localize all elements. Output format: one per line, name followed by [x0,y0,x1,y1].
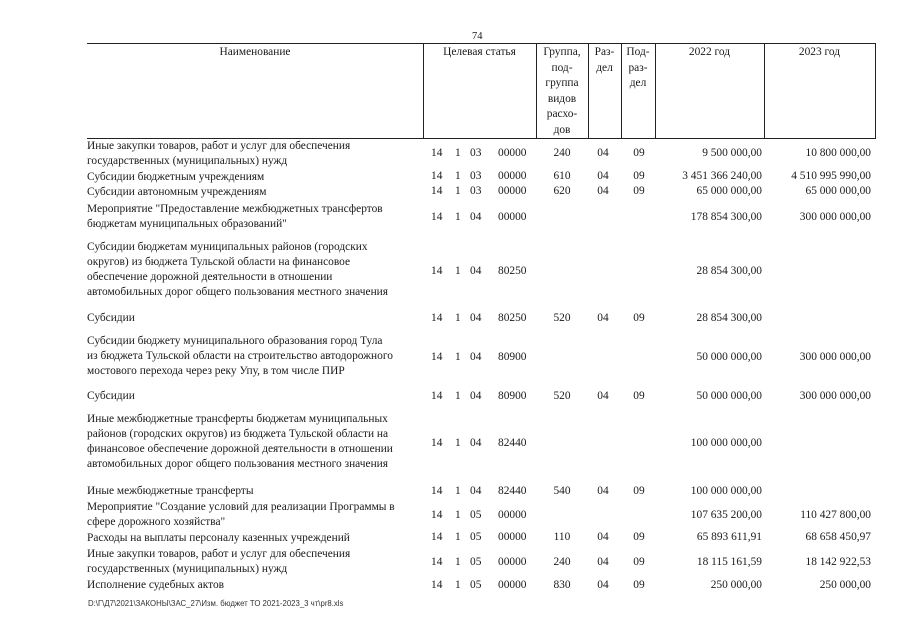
code-program: 14 [431,509,443,522]
row-name: Субсидии бюджетным учреждениям [87,171,265,183]
code-event: 04 [470,312,482,325]
subsection: 09 [633,185,645,198]
amount-2023: 68 658 450,97 [805,531,871,544]
expense-group: 520 [553,390,571,403]
section: 04 [597,579,609,592]
code-program: 14 [431,555,443,568]
code-program: 14 [431,437,443,450]
expense-group [540,412,584,476]
expense-group: 110 [553,531,571,544]
amount-2022: 18 115 161,59 [696,555,762,568]
code-direction: 00000 [498,185,527,198]
table-row [0,389,905,405]
code-event: 05 [470,579,482,592]
subsection: 09 [633,147,645,160]
expense-group: 830 [553,579,571,592]
amount-2022: 100 000 000,00 [690,485,762,498]
code-direction: 00000 [498,170,527,183]
table-row [0,311,905,327]
table-row [0,578,905,594]
header-target: Целевая статья [443,46,516,58]
code-event: 03 [470,170,482,183]
section: 04 [597,147,609,160]
code-program: 14 [431,185,443,198]
header-2022: 2022 год [688,46,731,58]
code-subprogram: 1 [455,170,461,183]
code-direction: 00000 [498,531,527,544]
code-subprogram: 1 [455,437,461,450]
section: 04 [597,390,609,403]
code-event: 04 [470,390,482,403]
amount-2023: 250 000,00 [819,579,871,592]
table-row [0,531,905,545]
code-program: 14 [431,312,443,325]
table-row [0,240,905,304]
subsection [623,240,655,304]
section [587,500,619,532]
row-name: Мероприятие "Предоставление межбюджетных трансфертов бюджетам муниципальных образований" [87,203,383,231]
code-event: 04 [470,210,482,223]
code-subprogram: 1 [455,485,461,498]
expense-group: 610 [553,170,571,183]
code-direction: 82440 [498,437,527,450]
amount-2022: 65 000 000,00 [696,185,762,198]
amount-2023: 18 142 922,53 [805,555,871,568]
amount-2022: 107 635 200,00 [690,509,762,522]
code-program: 14 [431,210,443,223]
section [587,202,619,233]
row-name: Иные межбюджетные трансферты [87,485,254,497]
code-subprogram: 1 [455,579,461,592]
code-program: 14 [431,147,443,160]
expense-group [540,240,584,304]
amount-2023 [765,311,871,327]
code-direction: 80250 [498,265,527,278]
table-row [0,185,905,199]
section: 04 [597,185,609,198]
table-row [0,547,905,578]
code-subprogram: 1 [455,351,461,364]
code-subprogram: 1 [455,210,461,223]
subsection: 09 [633,390,645,403]
code-subprogram: 1 [455,390,461,403]
amount-2022: 50 000 000,00 [696,351,762,364]
expense-group: 520 [553,312,571,325]
code-subprogram: 1 [455,265,461,278]
subsection: 09 [633,170,645,183]
code-direction: 00000 [498,579,527,592]
code-subprogram: 1 [455,147,461,160]
expense-group: 240 [553,147,571,160]
row-name: Исполнение судебных актов [87,579,225,591]
subsection: 09 [633,531,645,544]
section: 04 [597,555,609,568]
amount-2023: 300 000 000,00 [799,210,871,223]
amount-2022: 3 451 366 240,00 [682,170,762,183]
amount-2022: 28 854 300,00 [696,265,762,278]
amount-2023 [765,412,871,476]
header-name: Наименование [219,46,291,58]
code-event: 05 [470,531,482,544]
code-program: 14 [431,485,443,498]
amount-2023: 10 800 000,00 [805,147,871,160]
section: 04 [597,485,609,498]
table-row [0,202,905,233]
subsection: 09 [633,312,645,325]
row-name: Иные межбюджетные трансферты бюджетам муниципальных районов (городских округов) из бюджета Тульской области на финансовое обеспечение дорожной деятельности в отношении автомобильных дорог общего пользования местного значения [87,413,393,471]
code-direction: 00000 [498,210,527,223]
code-event: 04 [470,485,482,498]
row-name: Субсидии [87,312,135,324]
page-number: 74 [472,31,483,42]
header-section: Раз- дел [594,46,615,74]
amount-2022: 50 000 000,00 [696,390,762,403]
row-name: Мероприятие "Создание условий для реализации Программы в сфере дорожного хозяйства" [87,501,395,529]
amount-2022: 9 500 000,00 [702,147,762,160]
code-subprogram: 1 [455,509,461,522]
code-program: 14 [431,390,443,403]
code-program: 14 [431,579,443,592]
amount-2023: 300 000 000,00 [799,351,871,364]
amount-2022: 178 854 300,00 [690,210,762,223]
section: 04 [597,170,609,183]
section: 04 [597,312,609,325]
header-group: Группа, под- группа видов расхо- дов [543,46,581,136]
code-subprogram: 1 [455,531,461,544]
row-name: Субсидии бюджету муниципального образования город Тула из бюджета Тульской области на строительство автодорожного мостового перехода через реку Упу, в том числе ПИР [87,335,393,378]
code-direction: 00000 [498,555,527,568]
subsection: 09 [633,555,645,568]
amount-2022: 100 000 000,00 [690,437,762,450]
expense-group: 240 [553,555,571,568]
amount-2023: 300 000 000,00 [799,390,871,403]
expense-group [540,500,584,532]
expense-group: 540 [553,485,571,498]
row-name: Субсидии автономным учреждениям [87,186,267,198]
amount-2023: 110 427 800,00 [800,509,871,522]
subsection [623,334,655,382]
code-event: 04 [470,351,482,364]
amount-2023: 4 510 995 990,00 [791,170,871,183]
expense-group [540,202,584,233]
code-subprogram: 1 [455,185,461,198]
header-2023: 2023 год [798,46,841,58]
amount-2022: 250 000,00 [710,579,762,592]
section [587,412,619,476]
code-program: 14 [431,170,443,183]
table-row [0,484,905,500]
table-row [0,500,905,532]
code-event: 05 [470,509,482,522]
code-subprogram: 1 [455,555,461,568]
row-name: Иные закупки товаров, работ и услуг для обеспечения государственных (муниципальных) нужд [87,140,351,168]
expense-group [540,334,584,382]
code-event: 04 [470,437,482,450]
code-direction: 80900 [498,351,527,364]
subsection: 09 [633,485,645,498]
code-event: 05 [470,555,482,568]
amount-2022: 65 893 611,91 [696,531,762,544]
amount-2022: 28 854 300,00 [696,312,762,325]
code-direction: 82440 [498,485,527,498]
section: 04 [597,531,609,544]
code-program: 14 [431,531,443,544]
subsection [623,500,655,532]
code-subprogram: 1 [455,312,461,325]
table-header [87,43,876,139]
code-event: 03 [470,147,482,160]
amount-2023 [765,240,871,304]
table-row [0,334,905,382]
table-row [0,139,905,169]
expense-group: 620 [553,185,571,198]
code-direction: 80250 [498,312,527,325]
code-program: 14 [431,351,443,364]
file-path: D:\Г\Д7\2021\ЗАКОНЫ\ЗАС_27\Изм. бюджет ТО 2021-2023_3 чт\pr8.xls [88,599,344,608]
row-name: Субсидии бюджетам муниципальных районов (городских округов) из бюджета Тульской области на финансовое обеспечение дорожной деятельности в отношении автомобильных дорог общего пользования местного значения [87,241,388,299]
table-row [0,170,905,184]
header-subsection: Под- раз- дел [626,46,650,89]
code-direction: 00000 [498,147,527,160]
code-event: 03 [470,185,482,198]
row-name: Расходы на выплаты персоналу казенных учреждений [87,532,350,544]
row-name: Иные закупки товаров, работ и услуг для обеспечения государственных (муниципальных) нужд [87,548,351,576]
amount-2023: 65 000 000,00 [805,185,871,198]
code-direction: 00000 [498,509,527,522]
subsection: 09 [633,579,645,592]
code-program: 14 [431,265,443,278]
code-direction: 80900 [498,390,527,403]
amount-2023 [765,484,871,500]
subsection [623,202,655,233]
table-row [0,412,905,476]
section [587,334,619,382]
code-event: 04 [470,265,482,278]
subsection [623,412,655,476]
section [587,240,619,304]
row-name: Субсидии [87,390,135,402]
